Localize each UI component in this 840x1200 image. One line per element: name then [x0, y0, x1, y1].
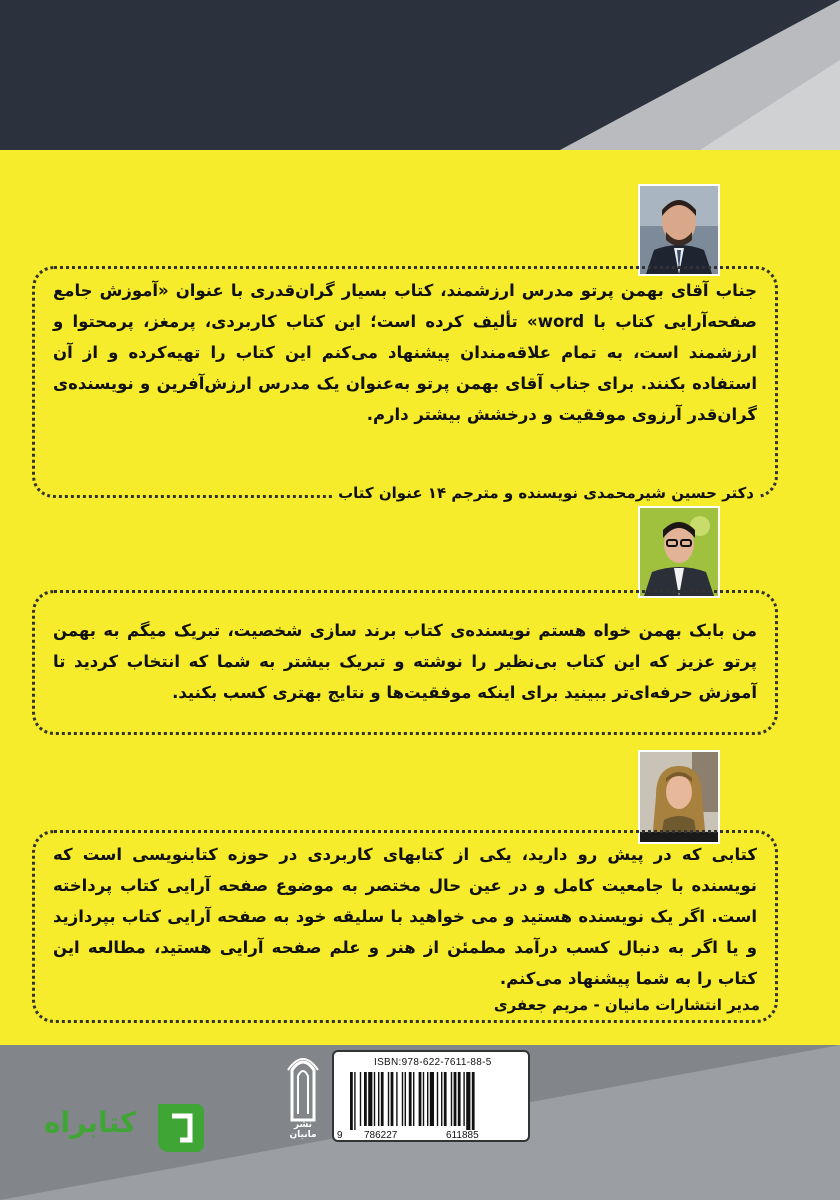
author-photo-1: [638, 184, 720, 276]
testimonial-signature-3: مدیر انتشارات مانیان - مریم جعفری: [493, 996, 760, 1014]
man-portrait-icon: [640, 186, 718, 274]
brand-name: کتابراه: [44, 1106, 137, 1139]
author-photo-2: [638, 506, 720, 598]
man-portrait-icon-2: [640, 508, 718, 596]
isbn-label: ISBN:978-622-7611-88-5: [374, 1057, 492, 1068]
publisher-name-line2: مانیان: [289, 1130, 317, 1140]
testimonial-box-2: [32, 590, 778, 735]
testimonial-text-1: جناب آقای بهمن پرتو مدرس ارزشمند، کتاب بسیار گران‌قدری با عنوان «آموزش جامع صفحه‌آرایی کتاب با word» تألیف کرده است؛ این کتاب کاربردی، پرمغز، پرمحتوا و ارزشمند است، به تمام علاقه‌مندان پیشنهاد می‌کنم این کتاب را تهیه‌کرده و از آن استفاده بکنند. برای جناب آقای بهمن پرتو به‌عنوان یک مدرس ارزش‌آفرین و نویسنده‌ی گران‌قدر آرزوی موفقیت و درخشش بیشتر دارم.: [53, 281, 757, 424]
testimonial-text-2: من بابک بهمن خواه هستم نویسنده‌ی کتاب برند سازی شخصیت، تبریک میگم به بهمن پرتو عزیز که این کتاب بی‌نظیر را نوشته و تبریک بیشتر به شما که انتخاب کردید تا آموزش حرفه‌ای‌تر ببینید برای اینکه موفقیت‌ها و نتایج بهتری کسب بکنید.: [53, 621, 757, 702]
isbn-digits-right: 611885: [446, 1130, 479, 1141]
testimonial-signature-1: دکتر حسین شیرمحمدی نویسنده و مترجم ۱۴ عنوان کتاب: [332, 484, 760, 502]
publisher-name-line1: نشر: [293, 1120, 313, 1130]
isbn-digits-left: 786227: [364, 1130, 398, 1141]
isbn-barcode: [332, 1050, 530, 1142]
publisher-name: [276, 1120, 330, 1140]
testimonial-text-3: کتابی که در پیش رو دارید، یکی از کتابهای کاربردی در حوزه کتابنویسی است که نویسنده با جامعیت کامل و در عین حال مختصر به موضوع صفحه آرایی کتاب پرداخته است. اگر یک نویسنده هستید و می خواهید با سلیقه خود به صفحه آرایی کتاب بپردازید و یا اگر به دنبال کسب درآمد مطمئن از هنر و علم صفحه آرایی هستید، مطالعه این کتاب را به شما پیشنهاد می‌کنم.: [53, 845, 757, 988]
top-light-wedge: [700, 60, 840, 150]
testimonial-box-1: [32, 266, 778, 498]
isbn-digit-lead: 9: [337, 1130, 343, 1141]
testimonial-box-3: [32, 830, 778, 1023]
top-band: [0, 0, 840, 150]
woman-portrait-icon: [640, 752, 718, 842]
barcode-bars-icon: [346, 1072, 526, 1130]
